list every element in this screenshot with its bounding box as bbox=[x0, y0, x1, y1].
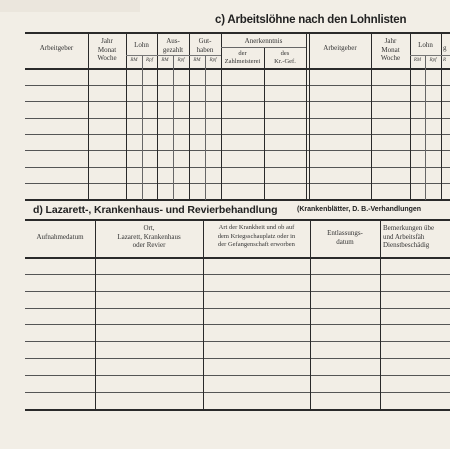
entry-row-line bbox=[25, 392, 450, 393]
col-line-double bbox=[309, 33, 310, 200]
entry-row-line bbox=[25, 308, 450, 309]
header-des-kr-gef: des Kr.-Gef. bbox=[274, 50, 296, 65]
col-line bbox=[264, 47, 265, 200]
header-jahr-monat-woche-right: Jahr Monat Woche bbox=[380, 37, 401, 62]
unit-rpf: Rpf bbox=[429, 58, 437, 63]
col-line-double bbox=[306, 33, 307, 200]
lohn-underline bbox=[126, 55, 221, 56]
header-ausgezahlt: Aus- gezahlt bbox=[162, 37, 184, 54]
section-d-title: d) Lazarett-, Krankenhaus- und Revierbehandlung bbox=[33, 204, 278, 216]
table-d-header-rule bbox=[25, 257, 450, 259]
table-d-bottom-rule bbox=[25, 409, 450, 411]
unit-rm: RM bbox=[413, 58, 422, 63]
entry-row-line bbox=[25, 324, 450, 325]
section-d-note: (Krankenblätter, D. B.-Verhandlungen bbox=[297, 206, 422, 213]
col-line bbox=[142, 55, 143, 200]
col-line bbox=[310, 220, 311, 410]
col-line bbox=[380, 220, 381, 410]
entry-row-line bbox=[25, 358, 450, 359]
header-jahr-monat-woche: Jahr Monat Woche bbox=[97, 37, 117, 62]
header-anerkenntnis: Anerkenntnis bbox=[244, 37, 283, 45]
unit-rm-cut: R bbox=[443, 58, 447, 63]
header-der-zahlmeisterei: der Zahlmeisterei bbox=[224, 50, 261, 65]
col-line bbox=[425, 55, 426, 200]
header-aufnahmedatum: Aufnahmedatum bbox=[36, 233, 84, 241]
header-krankheit: Art der Krankheit und ob auf dem Kriegsschauplatz oder in der Gefangenschaft erworben bbox=[217, 224, 296, 248]
unit-rm: RM bbox=[161, 58, 169, 63]
header-lohn: Lohn bbox=[134, 41, 149, 49]
bleed-through-mark bbox=[0, 0, 140, 12]
unit-rpf: Rpf bbox=[146, 58, 153, 63]
table-d-top-rule bbox=[25, 219, 450, 221]
entry-row-line bbox=[25, 274, 450, 275]
header-entlassungsdatum: Entlassungs- datum bbox=[327, 229, 363, 246]
entry-row-line bbox=[25, 375, 450, 376]
unit-rm: RM bbox=[130, 58, 138, 63]
anerkenntnis-underline bbox=[221, 47, 306, 48]
entry-row-line bbox=[25, 341, 450, 342]
header-ort: Ort, Lazarett, Krankenhaus oder Revier bbox=[117, 224, 181, 249]
header-ausgezahlt-right-cut: g bbox=[443, 44, 447, 52]
header-bemerkungen: Bemerkungen übe und Arbeitsfäh Dienstbeschädig bbox=[383, 224, 435, 249]
lohn-right-underline bbox=[410, 55, 450, 56]
header-guthaben: Gut- haben bbox=[196, 37, 214, 54]
unit-rm: RM bbox=[193, 58, 201, 63]
header-lohn-right: Lohn bbox=[418, 41, 433, 49]
unit-rpf: Rpf bbox=[177, 58, 185, 63]
entry-row-line bbox=[25, 291, 450, 292]
col-line bbox=[441, 33, 442, 200]
section-c-title: c) Arbeitslöhne nach den Lohnlisten bbox=[215, 14, 407, 26]
col-line bbox=[205, 55, 206, 200]
header-arbeitgeber-right: Arbeitgeber bbox=[323, 44, 357, 52]
col-line bbox=[173, 55, 174, 200]
header-arbeitgeber: Arbeitgeber bbox=[39, 44, 74, 52]
unit-rpf: Rpf bbox=[209, 58, 217, 63]
